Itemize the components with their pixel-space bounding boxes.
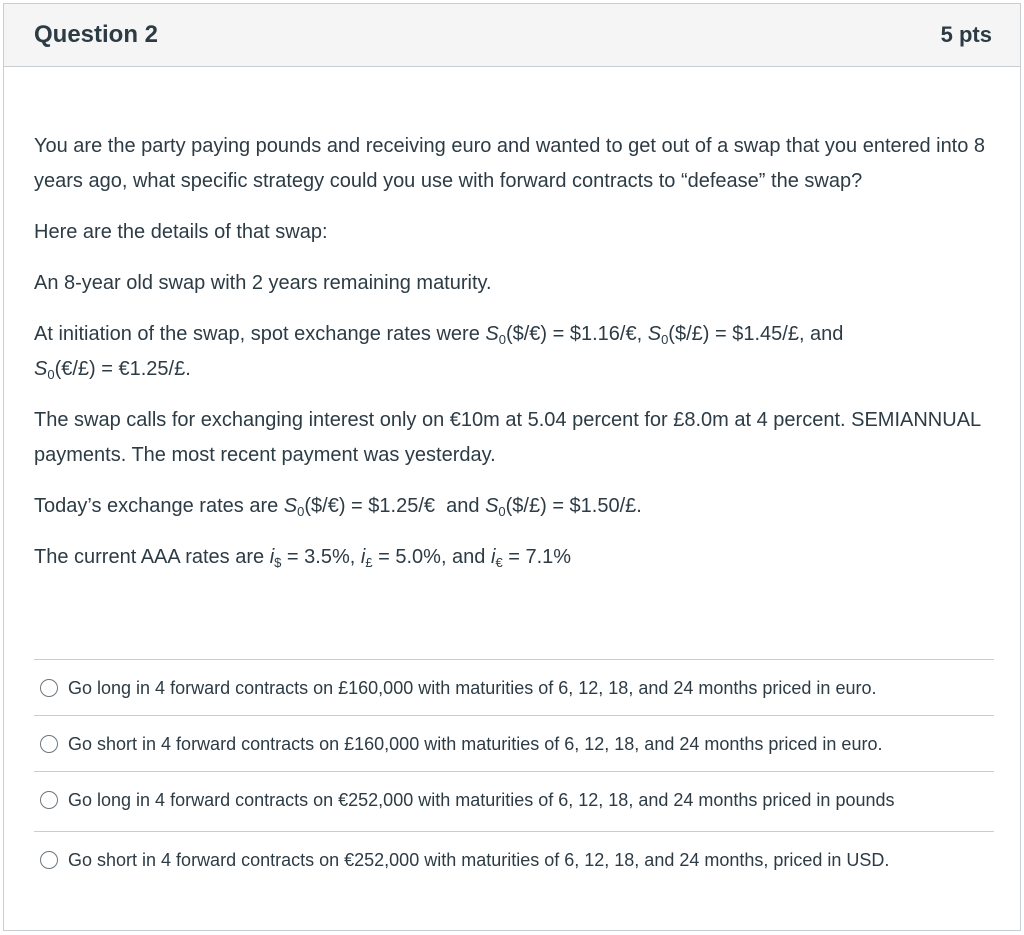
answer-option-1[interactable] (34, 659, 994, 715)
question-header (4, 4, 1020, 67)
answer-label[interactable]: Go short in 4 forward contracts on €252,000 with maturities of 6, 12, 18, and 24 months, priced in USD. (68, 850, 890, 870)
radio-button[interactable] (40, 679, 58, 697)
question-paragraph-today-rates: Today’s exchange rates are $S_0(\$/€)$ = $1.25/€ and $S_0(\$/£)$ = $1.50/£. (34, 495, 642, 519)
question-paragraph-initial-rates: At initiation of the swap, spot exchange rates were $S_0(\$/€)$ = $1.16/€, $S_0(\$/£)$ = $1.45/£, and $S_0(€/£)$ = €1.25/£. (34, 323, 844, 382)
question-paragraph-aaa-rates: The current AAA rates are $i_{\$} = 3.5\%$, $i_£ = 5.0\%$, and $i_€ = 7.1\%$ (34, 546, 572, 570)
question-card (3, 3, 1021, 931)
answer-option-3[interactable] (34, 771, 994, 831)
answer-list (34, 659, 994, 887)
question-text (4, 67, 1020, 575)
answer-label[interactable]: Go long in 4 forward contracts on £160,000 with maturities of 6, 12, 18, and 24 months priced in euro. (68, 678, 877, 698)
answer-label[interactable]: Go short in 4 forward contracts on £160,000 with maturities of 6, 12, 18, and 24 months priced in euro. (68, 734, 883, 754)
question-title: Question 2 (34, 21, 159, 48)
radio-button[interactable] (40, 735, 58, 753)
question-paragraph-details-heading: Here are the details of that swap: (34, 221, 328, 243)
radio-button[interactable] (40, 791, 58, 809)
question-points: 5 pts (940, 22, 992, 47)
answer-label[interactable]: Go long in 4 forward contracts on €252,000 with maturities of 6, 12, 18, and 24 months priced in pounds (68, 790, 895, 810)
question-paragraph-swap-terms: The swap calls for exchanging interest only on €10m at 5.04 percent for £8.0m at 4 percent. SEMIANNUAL payments. The most recent payment was yesterday. (34, 409, 981, 466)
radio-button[interactable] (40, 851, 58, 869)
question-paragraph-intro: You are the party paying pounds and receiving euro and wanted to get out of a swap that you entered into 8 years ago, what specific strategy could you use with forward contracts to “defease” the swap? (34, 135, 986, 192)
answer-option-2[interactable] (34, 715, 994, 771)
question-paragraph-swap-age: An 8-year old swap with 2 years remaining maturity. (34, 272, 492, 294)
answer-option-4[interactable] (34, 831, 994, 887)
